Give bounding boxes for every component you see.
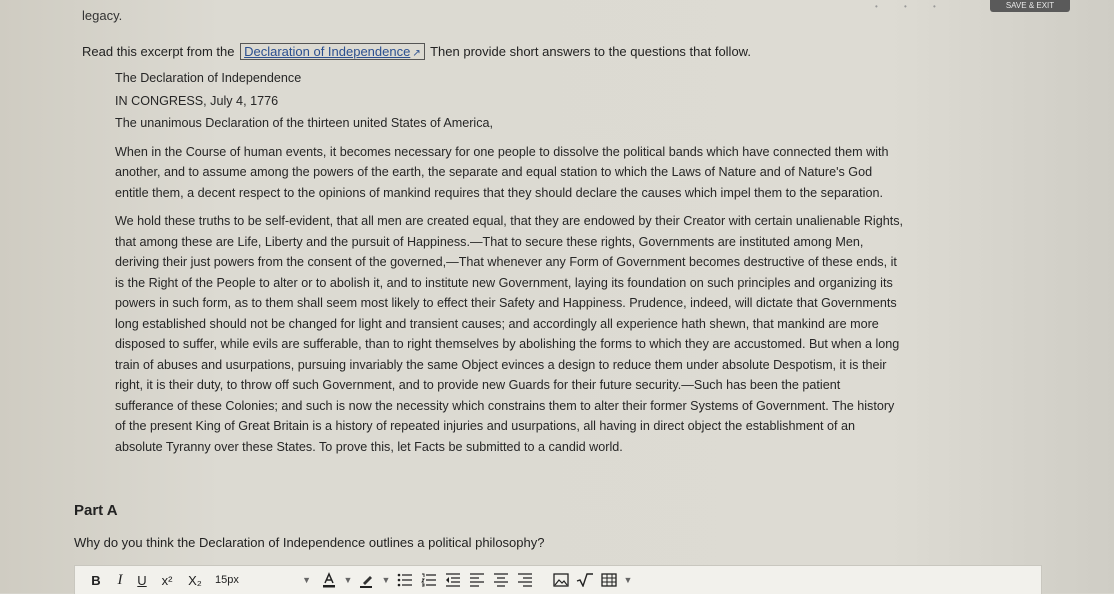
chevron-down-icon: ▼: [302, 575, 311, 585]
highlight-color-icon[interactable]: [355, 569, 379, 591]
bold-button[interactable]: B: [91, 572, 101, 588]
paragraph-line: of the present King of Great Britain is a history of repeated injuries and usurpations, all having in direct object the establishment of an: [115, 419, 855, 433]
chevron-down-icon[interactable]: ▼: [343, 575, 353, 585]
declaration-link-text: Declaration of Independence: [244, 44, 411, 59]
text-color-icon[interactable]: [317, 569, 341, 591]
save-exit-button[interactable]: [990, 0, 1070, 12]
square-root-icon[interactable]: [573, 569, 597, 591]
external-link-icon: ↗: [412, 48, 421, 59]
save-exit-label: SAVE & EXIT: [1005, 1, 1055, 10]
image-icon[interactable]: [549, 569, 573, 591]
bullet-list-icon[interactable]: [393, 569, 417, 591]
instructions: [82, 43, 751, 60]
intro-after: Then provide short answers to the questions that follow.: [430, 44, 751, 59]
excerpt-date: IN CONGRESS, July 4, 1776: [115, 93, 279, 108]
paragraph-2: [115, 211, 1045, 457]
excerpt-title: The Declaration of Independence: [115, 71, 302, 85]
paragraph-line: entitle them, a decent respect to the opinions of mankind requires that they should declare the causes which impel them to the separation.: [115, 185, 883, 200]
paragraph-line: another, and to assume among the powers of the earth, the separate and equal station to which the Laws of Nature and of Nature's God: [115, 165, 873, 179]
subscript-button[interactable]: X₂: [188, 572, 202, 588]
paragraph-line: long established should not be changed for light and transient causes; and accordingly all experience hath shewn, that mankind are more: [115, 316, 879, 331]
align-right-icon[interactable]: [513, 569, 537, 591]
outdent-icon[interactable]: [441, 569, 465, 591]
chevron-down-icon[interactable]: ▼: [623, 575, 633, 585]
paragraph-line: train of abuses and usurpations, pursuing invariably the same Object evinces a design to reduce them under absolute Despotism, it is their: [115, 357, 887, 372]
declaration-link[interactable]: [240, 43, 425, 60]
paragraph-1: [115, 142, 1045, 204]
paragraph-line: sufferance of these Colonies; and such is now the necessity which constrains them to alter their former Systems of Government. The history: [115, 398, 895, 413]
italic-button[interactable]: I: [117, 571, 123, 588]
editor-toolbar: [74, 565, 1042, 594]
paragraph-line: that among these are Life, Liberty and the pursuit of Happiness.—That to secure these rights, Governments are instituted among Men,: [115, 234, 864, 249]
paragraph-line: is the Right of the People to alter or to abolish it, and to institute new Government, laying its foundation on such principles and organizing its: [115, 275, 893, 290]
numbered-list-icon[interactable]: [417, 569, 441, 591]
paragraph-line: We hold these truths to be self-evident, that all men are created equal, that they are endowed by their Creator with certain unalienable Rights,: [115, 214, 904, 228]
question-text: Why do you think the Declaration of Independence outlines a political philosophy?: [74, 535, 545, 550]
legacy-text: legacy.: [82, 8, 123, 23]
status-dots: • • •: [875, 2, 948, 11]
paragraph-line: powers in such form, as to them shall seem most likely to effect their Safety and Happiness. Prudence, indeed, will dictate that Governments: [115, 296, 897, 310]
font-size-value: 15px: [215, 574, 239, 586]
font-size-select[interactable]: [209, 569, 317, 591]
table-icon[interactable]: [597, 569, 621, 591]
align-center-icon[interactable]: [489, 569, 513, 591]
superscript-button[interactable]: x²: [161, 572, 173, 588]
paragraph-line: absolute Tyranny over these States. To prove this, let Facts be submitted to a candid world.: [115, 439, 623, 454]
part-a-heading: Part A: [74, 502, 118, 519]
paragraph-line: right, it is their duty, to throw off such Government, and to provide new Guards for their future security.—Such has been the patient: [115, 378, 841, 392]
align-left-icon[interactable]: [465, 569, 489, 591]
chevron-down-icon[interactable]: ▼: [381, 575, 391, 585]
excerpt: [115, 68, 1045, 457]
underline-button[interactable]: U: [137, 572, 147, 588]
paragraph-line: When in the Course of human events, it becomes necessary for one people to dissolve the political bands which have connected them with: [115, 144, 889, 159]
paragraph-line: deriving their just powers from the consent of the governed,—That whenever any Form of Government becomes destructive of these ends, it: [115, 255, 897, 269]
paragraph-line: disposed to suffer, while evils are sufferable, than to right themselves by abolishing the forms to which they are accustomed. But when a long: [115, 337, 900, 351]
excerpt-subtitle: The unanimous Declaration of the thirteen united States of America,: [115, 116, 494, 130]
intro-before: Read this excerpt from the: [82, 44, 235, 59]
